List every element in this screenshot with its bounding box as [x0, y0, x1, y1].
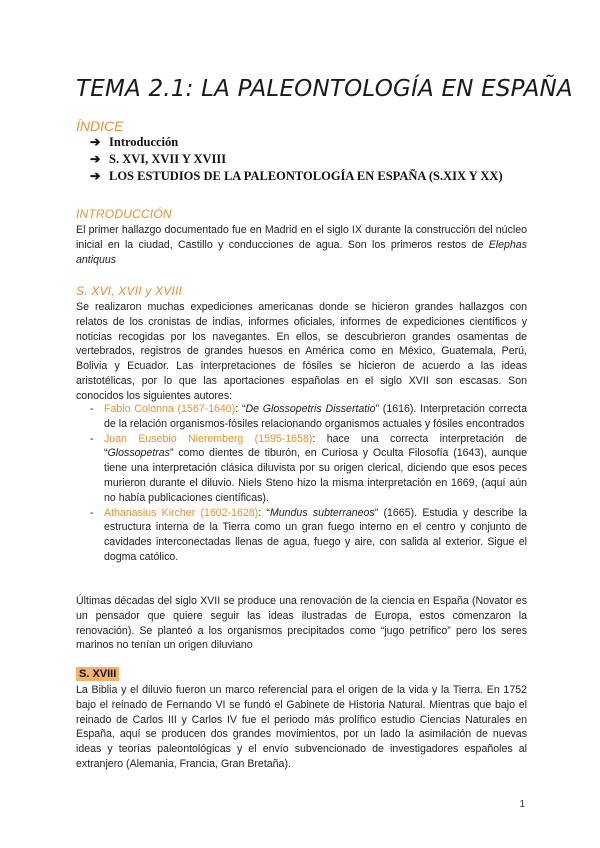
author-description: ” como dientes de tiburón, en Curiosa y Oculta Filosofía (1643), aunque tiene una interpretación clásica diluvista por su origen clerical, diciendo que esos peces murieron durante el diluvio. Niels Steno hizo la misma interpretación en 1669, (aquí aún no había publicaciones científicas). [104, 447, 527, 504]
s18-paragraph: La Biblia y el diluvio fueron un marco referencial para el origen de la vida y la Tierra. En 1752 bajo el reinado de Fernando VI se fundó el Gabinete de Historia Natural. Mientras que bajo el reinado de Carlos III y Carlos IV fue el periodo más prolífico estudio Ciencias Naturales en España, aquí se producen dos grandes movimientos, por un lado la asimilación de nuevas ideas y teorías paleontológicas y el envío subvencionado de investigadores españoles al extranjero (Alemania, Francia, Gran Bretaña). [76, 684, 527, 770]
toc-item [90, 134, 503, 151]
index-heading: ÍNDICE [76, 118, 124, 134]
dash-bullet: - [90, 506, 94, 519]
author-sep: : hace una correcta interpretación de “ [104, 432, 527, 460]
arrow-icon: ➔ [90, 169, 101, 183]
toc-item-label: Introducción [109, 135, 179, 149]
work-title: De Glossopetris Dissertatio [245, 403, 376, 415]
intro-text: El primer hallazgo documentado fue en Madrid en el siglo IX durante la construcción del núcleo inicial en la ciudad, Castillo y conducciones de agua. Son los primeros restos de [76, 224, 527, 251]
dash-bullet: - [90, 403, 94, 415]
toc-item-label: LOS ESTUDIOS DE LA PALEONTOLOGÍA EN ESPAÑA (S.XIX Y XX) [109, 169, 503, 183]
list-item [90, 432, 527, 506]
author-sep: : “ [258, 506, 270, 519]
dash-bullet: - [90, 432, 94, 445]
toc-item-label: S. XVI, XVII Y XVIII [109, 152, 227, 166]
intro-paragraph [76, 223, 527, 267]
page-number: 1 [519, 799, 525, 810]
arrow-icon: ➔ [90, 152, 101, 166]
s16-closing-paragraph: Últimas décadas del siglo XVII se produce una renovación de la ciencia en España (Novator es un pensador que quiere seguir las ideas ilustradas de Europa, estos comenzaron la renovación). Se planteó a los organismos precipitados como “jugo petrífico” pero los seres marinos no tenían un origen diluviano [76, 595, 527, 652]
author-sep: : “ [235, 403, 246, 415]
toc-item [90, 151, 503, 168]
species-name: Elephas antiquus [76, 238, 527, 266]
list-item [90, 402, 527, 432]
author-description: ” (1616). Interpretación correcta de la relación organismos-fósiles relacionando organismos actuales y fósiles encontrados [104, 403, 527, 430]
s18-heading: S. XVIII [76, 667, 119, 681]
authors-list [90, 402, 527, 565]
intro-heading: INTRODUCCIÓN [76, 207, 172, 221]
table-of-contents [90, 134, 503, 185]
author-name: Juan Eusebio Nieremberg (1595-1658) [104, 432, 313, 445]
list-item [90, 506, 527, 565]
work-title: Mundus subterraneos [269, 506, 375, 519]
author-name: Fabio Colonna (1567-1640) [104, 403, 236, 415]
author-description: ” (1665). Estudia y describe la estructura interna de la Tierra como un gran fuego interno en el centro y conjunto de cavidades interconectadas llenas de agua, fuego y aire, con salida al exterior. Sigue el dogma católico. [104, 506, 528, 563]
page-title: TEMA 2.1: LA PALEONTOLOGÍA EN ESPAÑA [76, 76, 573, 102]
author-name: Athanasius Kircher (1602-1628) [104, 506, 259, 519]
toc-item [90, 168, 503, 185]
arrow-icon: ➔ [90, 135, 101, 149]
s16-heading: S. XVI, XVII y XVIII [76, 284, 183, 298]
s16-paragraph: Se realizaron muchas expediciones americanas donde se hicieron grandes hallazgos con relatos de los cronistas de indias, informes oficiales, informes de expediciones científicos y noticias recogidas por los navegantes. En ellos, se descubrieron grandes osamentas de vertebrados, registros de grandes huesos en América como en México, Guatemala, Perú, Bolivia y Ecuador. Las interpretaciones de fósiles se hicieron de acuerdo a las ideas aristotélicas, por lo que las aportaciones españolas en el siglo XVII son escasas. Son conocidos los siguientes autores: [76, 301, 527, 402]
work-title: Glossopetras [107, 447, 170, 460]
